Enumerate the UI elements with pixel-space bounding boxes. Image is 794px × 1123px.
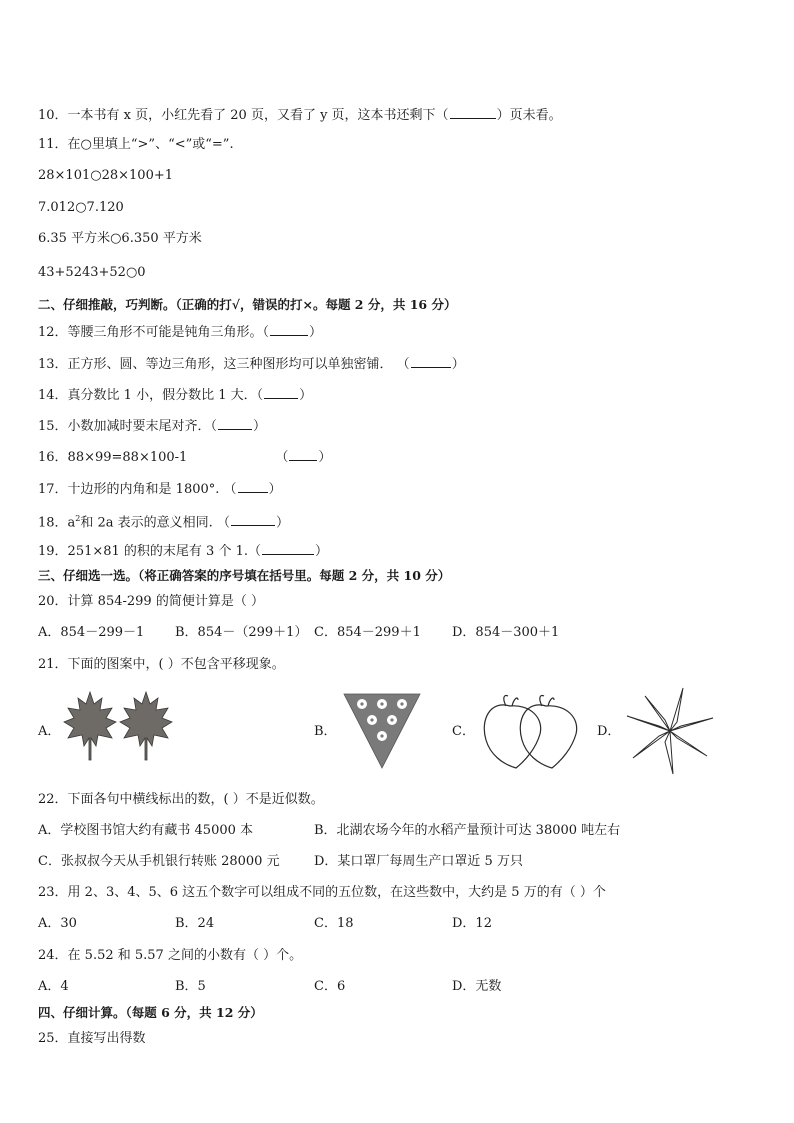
pinwheel-icon: [627, 688, 713, 774]
q23-option-d[interactable]: D．12: [452, 916, 492, 931]
question-22: 22．下面各句中横线标出的数，( ）不是近似数。: [38, 792, 324, 807]
question-12: [38, 323, 322, 341]
q13-text: 13．正方形、圆、等边三角形，这三种图形均可以单独密铺． （: [38, 357, 410, 372]
maple-leaf-icon: [64, 692, 116, 760]
q12-text: 12．等腰三角形不可能是钝角三角形。（: [38, 325, 270, 340]
maple-leaf-icon: [120, 692, 172, 760]
answer-blank[interactable]: [262, 542, 314, 555]
question-10: [38, 106, 562, 124]
q20-option-c[interactable]: C．854－299＋1: [314, 625, 421, 640]
q21-label-c[interactable]: C．: [452, 724, 475, 739]
q16-paren: （: [275, 450, 289, 465]
answer-blank[interactable]: [231, 513, 275, 526]
maple-leaves-image: [60, 690, 180, 766]
q21-label-d[interactable]: D．: [597, 724, 621, 739]
q14-tail: ）: [299, 388, 313, 403]
q24-option-b[interactable]: B．5: [175, 979, 206, 994]
q17-tail: ）: [268, 482, 282, 497]
q22-option-b[interactable]: B．北湖农场今年的水稻产量预计可达 38000 吨左右: [314, 823, 621, 838]
q15-tail: ）: [253, 419, 267, 434]
q15-text: 15．小数加减时要末尾对齐．（: [38, 419, 218, 434]
section-2-heading: 二、仔细推敲，巧判断。（正确的打√，错误的打×。每题 2 分，共 16 分）: [38, 297, 457, 312]
q19-text: 19．251×81 的积的末尾有 3 个 1.（: [38, 544, 261, 559]
question-15: [38, 417, 266, 435]
q21-label-b[interactable]: B．: [314, 724, 337, 739]
triangle-snowflakes-image: [342, 692, 422, 770]
hearts-image: [480, 690, 580, 772]
q11-item-3: 6.35 平方米○6.350 平方米: [38, 231, 202, 246]
q13-tail: ）: [451, 357, 465, 372]
q16-text: 16．88×99=88×100-1: [38, 450, 188, 465]
q18-text-b: 和 2a 表示的意义相同. （: [80, 515, 230, 531]
question-16: [38, 448, 331, 466]
answer-blank[interactable]: [238, 480, 268, 493]
q24-option-c[interactable]: C．6: [314, 979, 346, 994]
q11-item-4: 43+5243+52○0: [38, 265, 146, 280]
q11-item-1: 28×101○28×100+1: [38, 168, 174, 183]
question-17: [38, 480, 282, 498]
q10-text: 10．一本书有 x 页，小红先看了 20 页，又看了 y 页，这本书还剩下（: [38, 108, 449, 123]
question-14: [38, 386, 312, 404]
q18-text-a: 18．a: [38, 515, 76, 531]
q24-option-d[interactable]: D．无数: [452, 979, 502, 994]
question-20: 20．计算 854-299 的简便计算是（ ）: [38, 594, 264, 609]
q22-option-a[interactable]: A．学校图书馆大约有藏书 45000 本: [38, 823, 254, 838]
q20-option-d[interactable]: D．854－300＋1: [452, 625, 560, 640]
question-18: [38, 511, 289, 531]
q23-option-a[interactable]: A．30: [38, 916, 77, 931]
section-4-heading: 四、仔细计算。（每题 6 分，共 12 分）: [38, 1005, 263, 1020]
q23-option-c[interactable]: C．18: [314, 916, 354, 931]
q10-tail: ）页未看。: [496, 108, 562, 123]
question-24: 24．在 5.52 和 5.57 之间的小数有（ ）个。: [38, 948, 303, 963]
question-25: 25．直接写出得数: [38, 1031, 146, 1046]
q19-tail: ）: [315, 544, 329, 559]
q16-tail: ）: [318, 450, 332, 465]
q14-text: 14．真分数比 1 小，假分数比 1 大．（: [38, 388, 264, 403]
q17-text: 17．十边形的内角和是 1800°. （: [38, 482, 237, 497]
question-11-title: 11．在○里填上“>”、“<”或“=”.: [38, 137, 234, 152]
q12-tail: ）: [309, 325, 323, 340]
answer-blank[interactable]: [450, 106, 496, 119]
q23-option-b[interactable]: B．24: [175, 916, 215, 931]
answer-blank[interactable]: [411, 355, 451, 368]
q24-option-a[interactable]: A．4: [38, 979, 69, 994]
q21-label-a[interactable]: A．: [38, 724, 61, 739]
q18-tail: ）: [275, 515, 289, 531]
question-13: [38, 355, 465, 373]
q11-item-2: 7.012○7.120: [38, 200, 124, 215]
q18-superscript: 2: [75, 514, 81, 523]
pinwheel-image: [625, 686, 715, 776]
question-23: 23．用 2、3、4、5、6 这五个数字可以组成不同的五位数，在这些数中，大约是 5 万的有（ ）个: [38, 885, 606, 900]
q22-option-d[interactable]: D．某口罩厂每周生产口罩近 5 万只: [314, 854, 523, 869]
q20-option-a[interactable]: A．854－299－1: [38, 625, 145, 640]
answer-blank[interactable]: [264, 386, 298, 399]
q22-option-c[interactable]: C．张叔叔今天从手机银行转账 28000 元: [38, 854, 280, 869]
answer-blank[interactable]: [218, 417, 252, 430]
q20-option-b[interactable]: B．854－（299＋1）: [175, 625, 308, 640]
answer-blank[interactable]: [270, 323, 308, 336]
question-19: [38, 542, 328, 560]
question-21: 21．下面的图案中，( ）不包含平移现象。: [38, 657, 285, 672]
section-3-heading: 三、仔细选一选。（将正确答案的序号填在括号里。每题 2 分，共 10 分）: [38, 568, 451, 583]
heart-outline-icons: [484, 695, 576, 768]
answer-blank[interactable]: [289, 448, 317, 461]
